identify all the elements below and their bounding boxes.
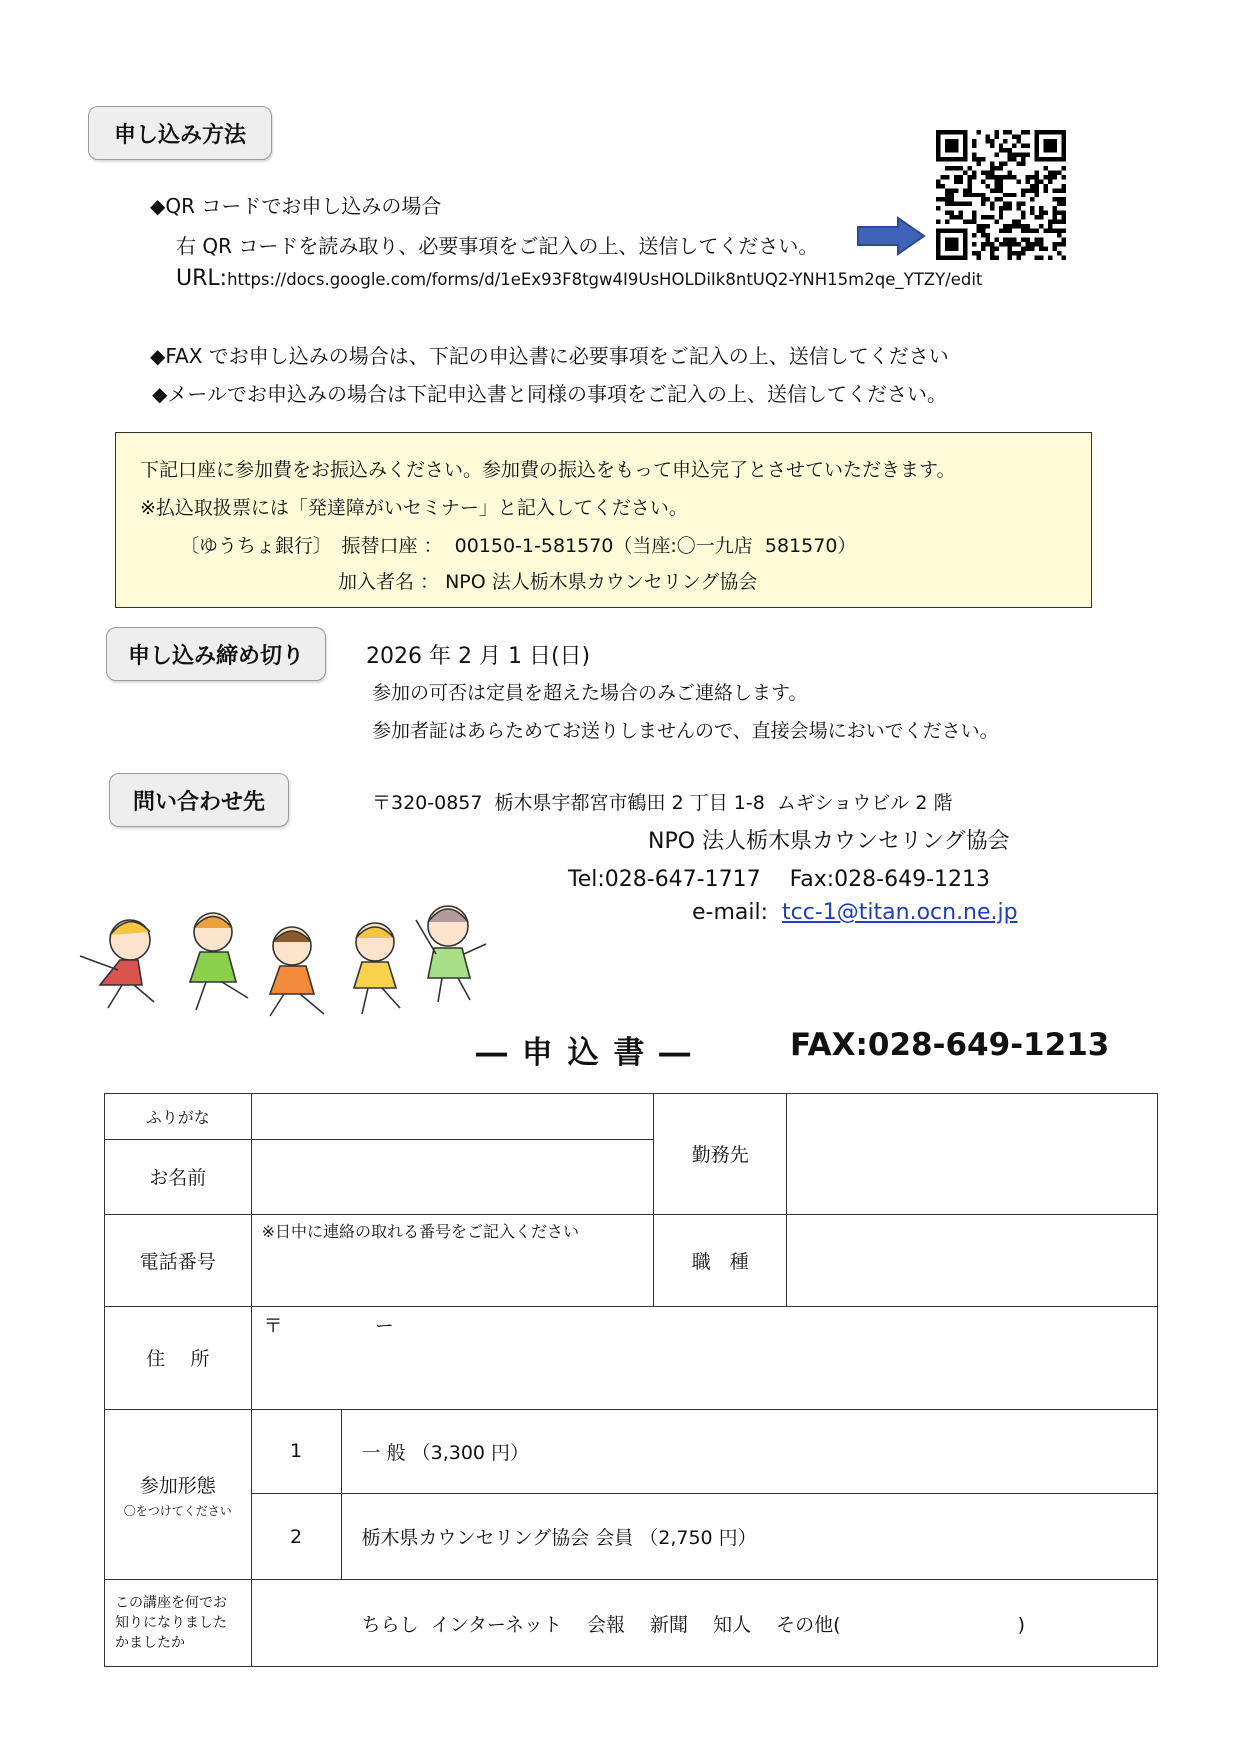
- mail-instruction: ◆メールでお申込みの場合は下記申込書と同様の事項をご記入の上、送信してください。: [152, 382, 947, 406]
- contact-email-line: [692, 900, 1018, 925]
- name-label: お名前: [105, 1140, 252, 1214]
- payment-account-holder: 加入者名 ： NPO 法人栃木県カウンセリング協会: [338, 571, 758, 593]
- participation-note: 〇をつけてください: [123, 1503, 232, 1518]
- furigana-input[interactable]: [251, 1094, 654, 1140]
- phone-note: ※日中に連絡の取れる番号をご記入ください: [261, 1221, 580, 1241]
- participation-label: 参加形態: [139, 1474, 216, 1497]
- how-known-label: この講座を何でお知りになりましたかましたか: [105, 1580, 252, 1667]
- contact-address: 〒320-0857 栃木県宇都宮市鶴田 2 丁目 1-8 ムギショウビル 2 階: [372, 792, 953, 814]
- child-figure: [270, 927, 324, 1016]
- payment-line-1: 下記口座に参加費をお振込みください。参加費の振込をもって申込完了とさせていただきます。: [140, 459, 956, 481]
- qr-heading: ◆QR コードでお申し込みの場合: [150, 194, 442, 218]
- fax-instruction: ◆FAX でお申し込みの場合は、下記の申込書に必要事項をご記入の上、送信してください: [150, 344, 949, 368]
- postal-mark: 〒: [263, 1315, 283, 1338]
- phone-label: 電話番号: [105, 1214, 252, 1306]
- contact-tel-fax: Tel:028-647-1717 Fax:028-649-1213: [568, 867, 990, 892]
- workplace-label: 勤務先: [654, 1094, 787, 1215]
- email-label: e-mail:: [692, 900, 769, 925]
- form-url[interactable]: https://docs.google.com/forms/d/1eEx93F8tgw4I9UsHOLDiIk8ntUQ2-YNH15m2qe_YTZY/edit: [227, 270, 983, 289]
- application-form-table: [104, 1093, 1158, 1667]
- payment-account: 〔ゆうちょ銀行〕 振替口座 ： 00150-1-581570（当座:〇一九店 581570）: [180, 535, 857, 557]
- phone-input[interactable]: [251, 1214, 654, 1306]
- qr-instruction: 右 QR コードを読み取り、必要事項をご記入の上、送信してください。: [176, 234, 819, 258]
- deadline-note-1: 参加の可否は定員を超えた場合のみご連絡します。: [372, 682, 808, 704]
- arrow-right-icon: [856, 216, 926, 256]
- occupation-label: 職 種: [654, 1214, 787, 1306]
- payment-info-box: [115, 432, 1092, 608]
- option-2-number[interactable]: 2: [251, 1494, 341, 1580]
- option-1-general[interactable]: 一 般 （3,300 円）: [341, 1409, 1157, 1493]
- contact-section-label: 問い合わせ先: [109, 773, 289, 827]
- child-figure: [354, 923, 400, 1014]
- how-known-options[interactable]: ちらし インターネット 会報 新聞 知人 その他( ): [251, 1580, 1157, 1667]
- child-figure: [190, 913, 248, 1010]
- contact-organization: NPO 法人栃木県カウンセリング協会: [648, 829, 1010, 854]
- option-2-member[interactable]: 栃木県カウンセリング協会 会員 （2,750 円）: [341, 1494, 1157, 1580]
- running-children-illustration: [70, 890, 500, 1030]
- child-figure: [80, 920, 154, 1008]
- child-figure: [416, 906, 486, 1002]
- form-fax-number: FAX:028-649-1213: [790, 1027, 1110, 1063]
- deadline-section-label: 申し込み締め切り: [106, 627, 326, 681]
- qr-code-icon[interactable]: [936, 130, 1066, 260]
- address-label: 住 所: [105, 1307, 252, 1410]
- option-1-number[interactable]: 1: [251, 1409, 341, 1493]
- url-label: URL:: [176, 266, 228, 291]
- form-title: ― 申 込 書 ―: [476, 1035, 693, 1071]
- url-line: [176, 266, 982, 291]
- name-input[interactable]: [251, 1140, 654, 1214]
- payment-line-2: ※払込取扱票には「発達障がいセミナー」と記入してください。: [140, 497, 688, 519]
- postal-dash: ー: [374, 1315, 394, 1338]
- furigana-label: ふりがな: [105, 1094, 252, 1140]
- deadline-date: 2026 年 2 月 1 日(日): [366, 644, 591, 669]
- method-section-label: 申し込み方法: [88, 106, 272, 160]
- deadline-note-2: 参加者証はあらためてお送りしませんので、直接会場においでください。: [372, 720, 999, 742]
- participation-cell: [105, 1409, 252, 1580]
- workplace-input[interactable]: [787, 1094, 1158, 1215]
- occupation-input[interactable]: [787, 1214, 1158, 1306]
- address-input[interactable]: [251, 1307, 1157, 1410]
- email-link[interactable]: tcc-1@titan.ocn.ne.jp: [782, 900, 1018, 925]
